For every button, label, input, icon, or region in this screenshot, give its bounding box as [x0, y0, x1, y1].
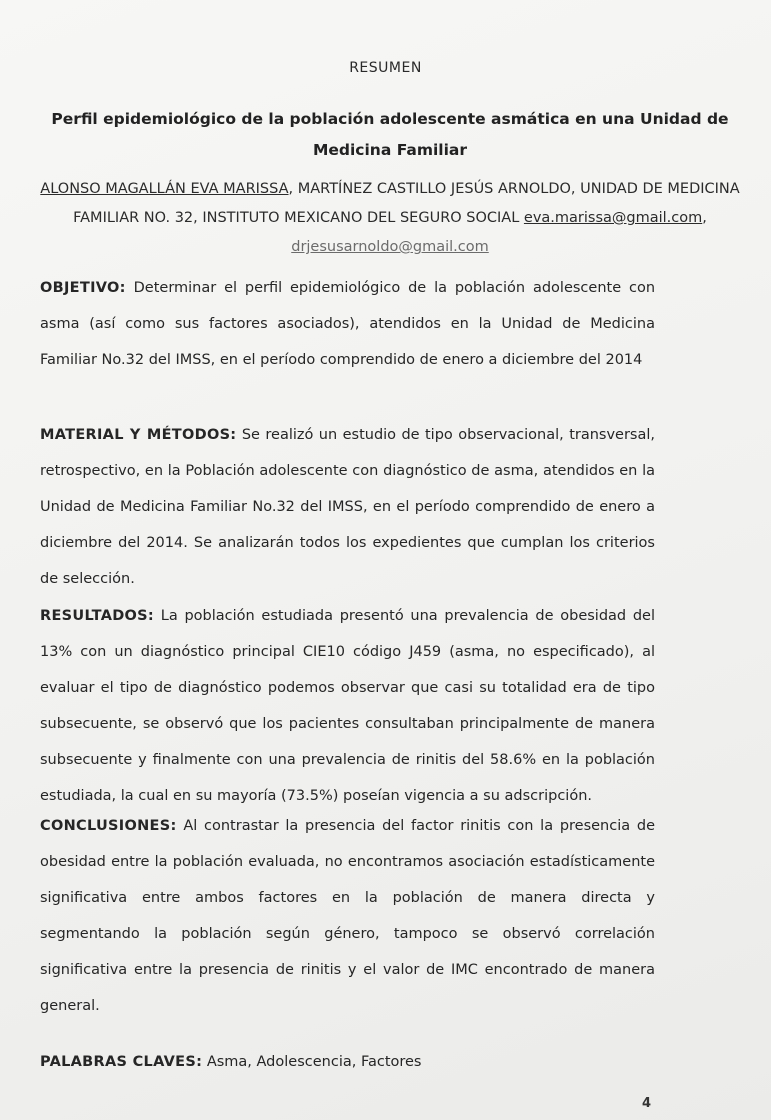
methods-text: Se realizó un estudio de tipo observacional, transversal, retrospectivo, en la Población adolescente con diagnóstico de asma, atendidos en la Unidad de Medicina Familiar No.32 del IMSS, en el período comprendido de enero a diciembre del 2014. Se analizarán todos los expedientes que cumplan los criterios de selección. [40, 427, 656, 587]
results-label: RESULTADOS: [40, 608, 155, 624]
page-number: 4 [642, 1096, 652, 1111]
keywords-text: Asma, Adolescencia, Factores [206, 1054, 422, 1070]
objective-section [40, 270, 655, 378]
co-author: MARTÍNEZ CASTILLO JESÚS ARNOLDO [297, 181, 571, 197]
main-author: ALONSO MAGALLÁN EVA MARISSA [40, 181, 289, 197]
keywords-section [40, 1044, 655, 1080]
email-link-1[interactable]: eva.marissa@gmail.com [523, 210, 703, 226]
keywords-label: PALABRAS CLAVES: [40, 1054, 203, 1070]
objective-label: OBJETIVO: [40, 280, 126, 296]
conclusions-section [40, 808, 655, 1024]
document-title: Perfil epidemiológico de la población adolescente asmática en una Unidad de Medicina Familiar [51, 110, 729, 159]
results-text: La población estudiada presentó una prevalencia de obesidad del 13% con un diagnóstico principal CIE10 código J459 (asma, no especificado), al evaluar el tipo de diagnóstico podemos observar que casi su totalidad era de tipo subsecuente, se observó que los pacientes consultaban principalmente de manera subsecuente y finalmente con una prevalencia de rinitis del 58.6% en la población estudiada, la cual en su mayoría (73.5%) poseían vigencia a su adscripción. [40, 608, 655, 804]
email-link-2[interactable]: drjesusarnoldo@gmail.com [291, 239, 489, 255]
methods-label: MATERIAL Y MÉTODOS: [40, 427, 237, 443]
conclusions-label: CONCLUSIONES: [40, 818, 177, 834]
authors-block: ALONSO MAGALLÁN EVA MARISSA, MARTÍNEZ CASTILLO JESÚS ARNOLDO, UNIDAD DE MEDICINA FAMILIAR NO. 32, INSTITUTO MEXICANO DEL SEGURO SOCIAL eva.marissa@gmail.com, drjesusarnoldo@gmail.com [40, 181, 740, 255]
institution: UNIDAD DE MEDICINA FAMILIAR NO. 32, INSTITUTO MEXICANO DEL SEGURO SOCIAL [73, 181, 740, 226]
section-heading: RESUMEN [349, 60, 422, 76]
objective-text: Determinar el perfil epidemiológico de la población adolescente con asma (así como sus factores asociados), atendidos en la Unidad de Medicina Familiar No.32 del IMSS, en el período comprendido de enero a diciembre del 2014 [40, 280, 656, 368]
results-section [40, 598, 655, 814]
conclusions-text: Al contrastar la presencia del factor rinitis con la presencia de obesidad entre la población evaluada, no encontramos asociación estadísticamente significativa entre ambos factores en la población de manera directa y segmentando la población según género, tampoco se observó correlación significativa entre la presencia de rinitis y el valor de IMC encontrado de manera general. [40, 818, 655, 1014]
methods-section [40, 417, 655, 597]
